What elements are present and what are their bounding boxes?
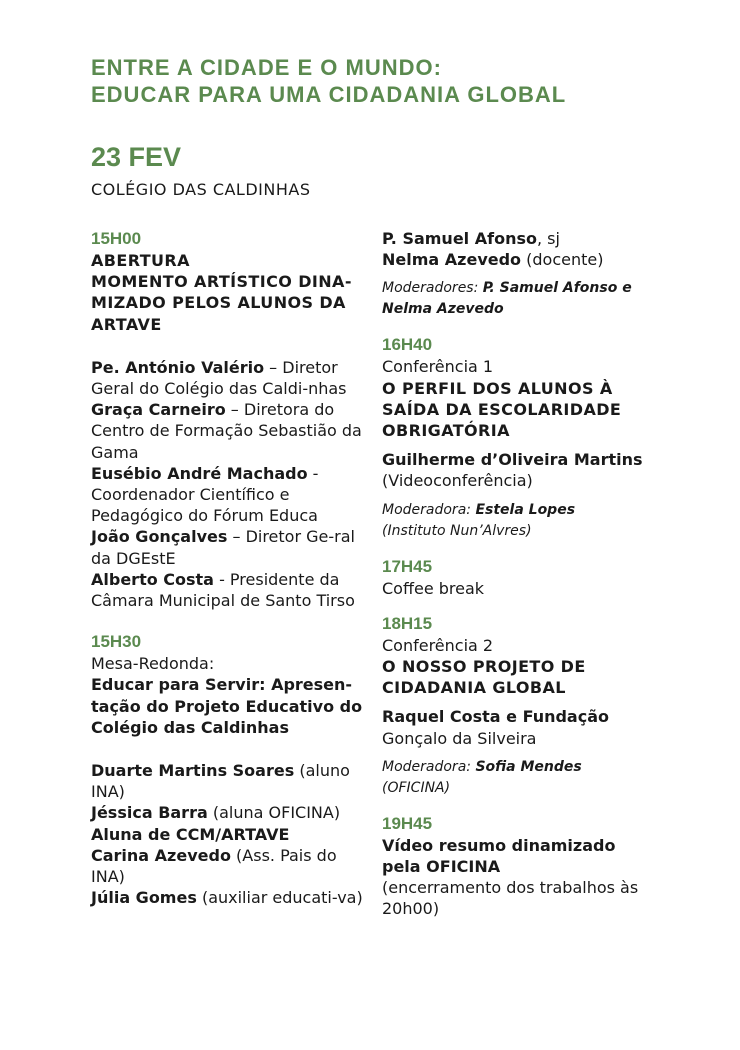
title-line-1: ENTRE A CIDADE E O MUNDO:	[91, 55, 442, 80]
speaker-name: Pe. António Valério	[91, 357, 265, 377]
session-time: 17H45	[382, 556, 433, 576]
session-time: 15H30	[91, 632, 142, 652]
session-heading: Vídeo resumo dinamizado pela OFICINA	[382, 835, 616, 877]
panelist-item	[382, 249, 652, 270]
left-column	[91, 228, 363, 908]
moderator-names: P. Samuel Afonso e Nelma Azevedo	[382, 280, 632, 318]
speaker-name: Alberto Costa	[91, 569, 214, 589]
panelist-item	[91, 760, 363, 802]
moderator-label: Moderadora:	[382, 501, 476, 518]
panelist-name: Júlia Gomes	[91, 888, 197, 908]
session-heading: O PERFIL DOS ALUNOS À SAÍDA DA ESCOLARIDADE OBRIGATÓRIA	[382, 378, 622, 441]
moderator-org: (OFICINA)	[382, 779, 451, 796]
moderator-label: Moderadores:	[382, 280, 483, 297]
panelist-item	[91, 802, 363, 823]
speaker-name: Graça Carneiro	[91, 400, 226, 420]
speaker-role: – Diretor Geral do Colégio das Caldi-nhas	[91, 357, 347, 399]
right-column	[382, 228, 652, 920]
speaker-note: (Videoconferência)	[382, 471, 533, 491]
panelist-role: (Ass. Pais do INA)	[91, 845, 337, 887]
session-topic: Educar para Servir: Apresen-tação do Projeto Educativo do Colégio das Caldinhas	[91, 675, 363, 737]
speaker-item	[91, 569, 363, 611]
session-time: 16H40	[382, 335, 433, 355]
moderator-label: Moderadora:	[382, 758, 476, 775]
panelist-role: , sj	[536, 229, 560, 248]
panelist-item	[382, 228, 652, 249]
session-kind: Mesa-Redonda:	[91, 654, 215, 674]
speaker-list	[91, 357, 363, 611]
speaker-note: Gonçalo da Silveira	[382, 728, 537, 748]
session-kind: Conferência 2	[382, 635, 494, 655]
moderator	[382, 500, 652, 521]
panel-list	[91, 760, 363, 908]
event-venue: COLÉGIO DAS CALDINHAS	[91, 180, 311, 199]
panelist-role: (docente)	[521, 250, 604, 270]
panelist-item	[91, 887, 363, 908]
panelist-item	[91, 824, 363, 845]
panelist-name: Jéssica Barra	[91, 803, 208, 823]
speaker-item	[91, 463, 363, 527]
speaker-role: - Coordenador Científico e Pedagógico do Fórum Educa	[91, 463, 319, 526]
speaker-item	[91, 399, 363, 463]
panelist-name: Nelma Azevedo	[382, 250, 522, 270]
speaker-item	[91, 526, 363, 568]
moderators	[382, 278, 652, 320]
session-time: 19H45	[382, 813, 433, 833]
moderator	[382, 757, 652, 778]
session-heading: ABERTURA	[91, 251, 190, 270]
speaker-name: Eusébio André Machado	[91, 463, 308, 483]
session-note: (encerramento dos trabalhos às 20h00)	[382, 878, 639, 919]
speaker-item	[91, 357, 363, 399]
session-time: 15H00	[91, 229, 142, 248]
event-date: 23 FEV	[91, 142, 182, 172]
panelist-item	[91, 845, 363, 887]
session-heading: O NOSSO PROJETO DE CIDADANIA GLOBAL	[382, 657, 586, 698]
break-label: Coffee break	[382, 578, 485, 598]
session-kind: Conferência 1	[382, 357, 494, 377]
speaker-name: Guilherme d’Oliveira Martins	[382, 450, 643, 470]
event-title	[91, 54, 566, 108]
speaker-name: João Gonçalves	[91, 527, 228, 547]
panelist-name: Carina Azevedo	[91, 845, 231, 865]
speaker-name: Raquel Costa e Fundação	[382, 707, 609, 727]
panelist-name: Duarte Martins Soares	[91, 761, 295, 781]
speaker-role: – Diretora do Centro de Formação Sebastião da Gama	[91, 400, 362, 462]
panelist-name: Aluna de CCM/ARTAVE	[91, 824, 290, 844]
session-time: 18H15	[382, 613, 433, 633]
panelist-role: (auxiliar educati-va)	[196, 888, 363, 908]
moderator-name: Estela Lopes	[475, 501, 576, 518]
session-heading: MOMENTO ARTÍSTICO DINA-MIZADO PELOS ALUNOS DA ARTAVE	[91, 272, 352, 334]
title-line-2: EDUCAR PARA UMA CIDADANIA GLOBAL	[91, 82, 567, 107]
moderator-org: (Instituto Nun’Alvres)	[382, 522, 532, 539]
speaker-role: – Diretor Ge-ral da DGEstE	[91, 527, 355, 568]
moderator-name: Sofia Mendes	[475, 758, 582, 775]
panelist-name: P. Samuel Afonso	[382, 229, 537, 248]
panelist-role: (aluno INA)	[91, 761, 350, 802]
speaker-role: - Presidente da Câmara Municipal de Santo Tirso	[91, 569, 355, 611]
panelist-role: (aluna OFICINA)	[207, 803, 341, 823]
